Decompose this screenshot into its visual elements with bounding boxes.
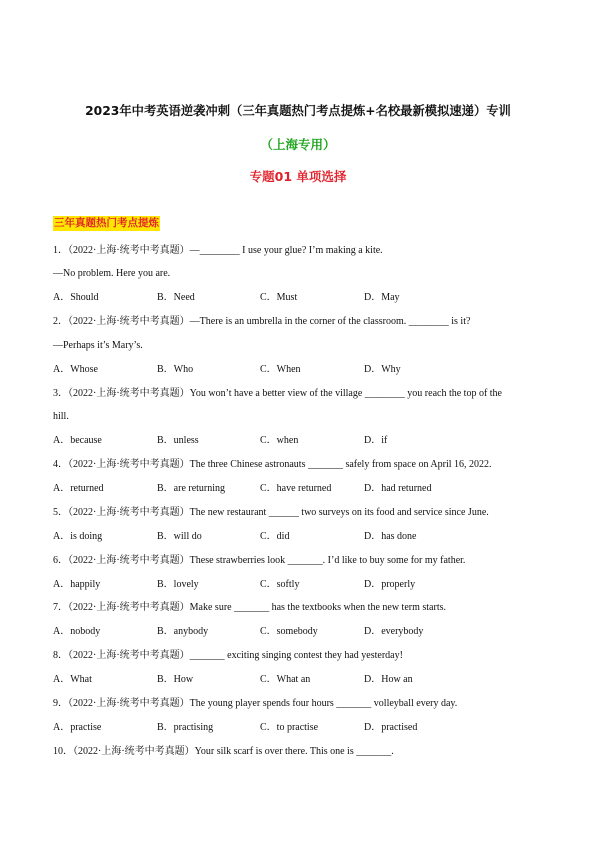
option-c: C．Must bbox=[260, 292, 298, 303]
option-d: D．properly bbox=[364, 579, 416, 590]
section-label: 三年真题热门考点提炼 bbox=[54, 217, 159, 229]
option-b: B．Need bbox=[157, 292, 195, 303]
question-4-text: 4．（2022·上海·统考中考真题）The three Chinese astronauts _______ safely from space on April 16, 2022. bbox=[53, 459, 492, 470]
option-a: A．Should bbox=[53, 292, 99, 303]
option-b: B．will do bbox=[157, 531, 202, 542]
option-a: A．returned bbox=[53, 483, 104, 494]
option-d: D．May bbox=[364, 292, 400, 303]
option-a: A．happily bbox=[53, 579, 101, 590]
option-a: A．is doing bbox=[53, 531, 103, 542]
option-b: B．lovely bbox=[157, 579, 199, 590]
option-a: A．Whose bbox=[53, 364, 98, 375]
page-subtitle: （上海专用） bbox=[260, 137, 336, 152]
question-3-text: 3．（2022·上海·统考中考真题）You won’t have a better view of the village ________ you reach the top of the bbox=[53, 388, 502, 399]
option-a: A．What bbox=[53, 674, 92, 685]
option-b: B．How bbox=[157, 674, 194, 685]
topic-heading: 专题01 单项选择 bbox=[249, 169, 347, 184]
option-c: C．did bbox=[260, 531, 290, 542]
question-9-text: 9．（2022·上海·统考中考真题）The young player spends four hours _______ volleyball every day. bbox=[53, 698, 458, 709]
question-10-text: 10．（2022·上海·统考中考真题）Your silk scarf is over there. This one is _______. bbox=[53, 746, 394, 757]
option-d: D．if bbox=[364, 435, 388, 446]
option-c: C．softly bbox=[260, 579, 300, 590]
option-a: A．nobody bbox=[53, 626, 101, 637]
option-d: D．Why bbox=[364, 364, 401, 375]
option-c: C．When bbox=[260, 364, 301, 375]
page-title: 2023年中考英语逆袭冲刺（三年真题热门考点提炼+名校最新模拟速递）专训 bbox=[85, 104, 511, 118]
question-2-text: 2．（2022·上海·统考中考真题）—There is an umbrella in the corner of the classroom. ________ is it? bbox=[53, 316, 471, 327]
option-c: C．What an bbox=[260, 674, 311, 685]
option-b: B．unless bbox=[157, 435, 199, 446]
question-1-text: 1．（2022·上海·统考中考真题）—________ I use your glue? I’m making a kite. bbox=[53, 245, 383, 256]
option-c: C．have returned bbox=[260, 483, 332, 494]
option-d: D．had returned bbox=[364, 483, 432, 494]
question-5-text: 5．（2022·上海·统考中考真题）The new restaurant ______ two surveys on its food and service since June. bbox=[53, 507, 489, 518]
question-7-text: 7．（2022·上海·统考中考真题）Make sure _______ has the textbooks when the new term starts. bbox=[53, 602, 446, 613]
option-c: C．somebody bbox=[260, 626, 318, 637]
option-b: B．Who bbox=[157, 364, 194, 375]
option-a: A．because bbox=[53, 435, 102, 446]
option-c: C．to practise bbox=[260, 722, 319, 733]
option-d: D．everybody bbox=[364, 626, 424, 637]
question-2-text-cont: —Perhaps it’s Mary’s. bbox=[53, 340, 143, 351]
option-b: B．are returning bbox=[157, 483, 226, 494]
question-1-text-cont: —No problem. Here you are. bbox=[53, 268, 171, 279]
option-c: C．when bbox=[260, 435, 299, 446]
question-8-text: 8．（2022·上海·统考中考真题）_______ exciting singing contest they had yesterday! bbox=[53, 650, 403, 661]
option-a: A．practise bbox=[53, 722, 102, 733]
option-b: B．anybody bbox=[157, 626, 209, 637]
option-d: D．practised bbox=[364, 722, 418, 733]
question-3-text-cont: hill. bbox=[53, 411, 69, 422]
option-d: D．has done bbox=[364, 531, 417, 542]
question-6-text: 6．（2022·上海·统考中考真题）These strawberries look _______. I’d like to buy some for my father. bbox=[53, 555, 466, 566]
option-d: D．How an bbox=[364, 674, 413, 685]
option-b: B．practising bbox=[157, 722, 214, 733]
